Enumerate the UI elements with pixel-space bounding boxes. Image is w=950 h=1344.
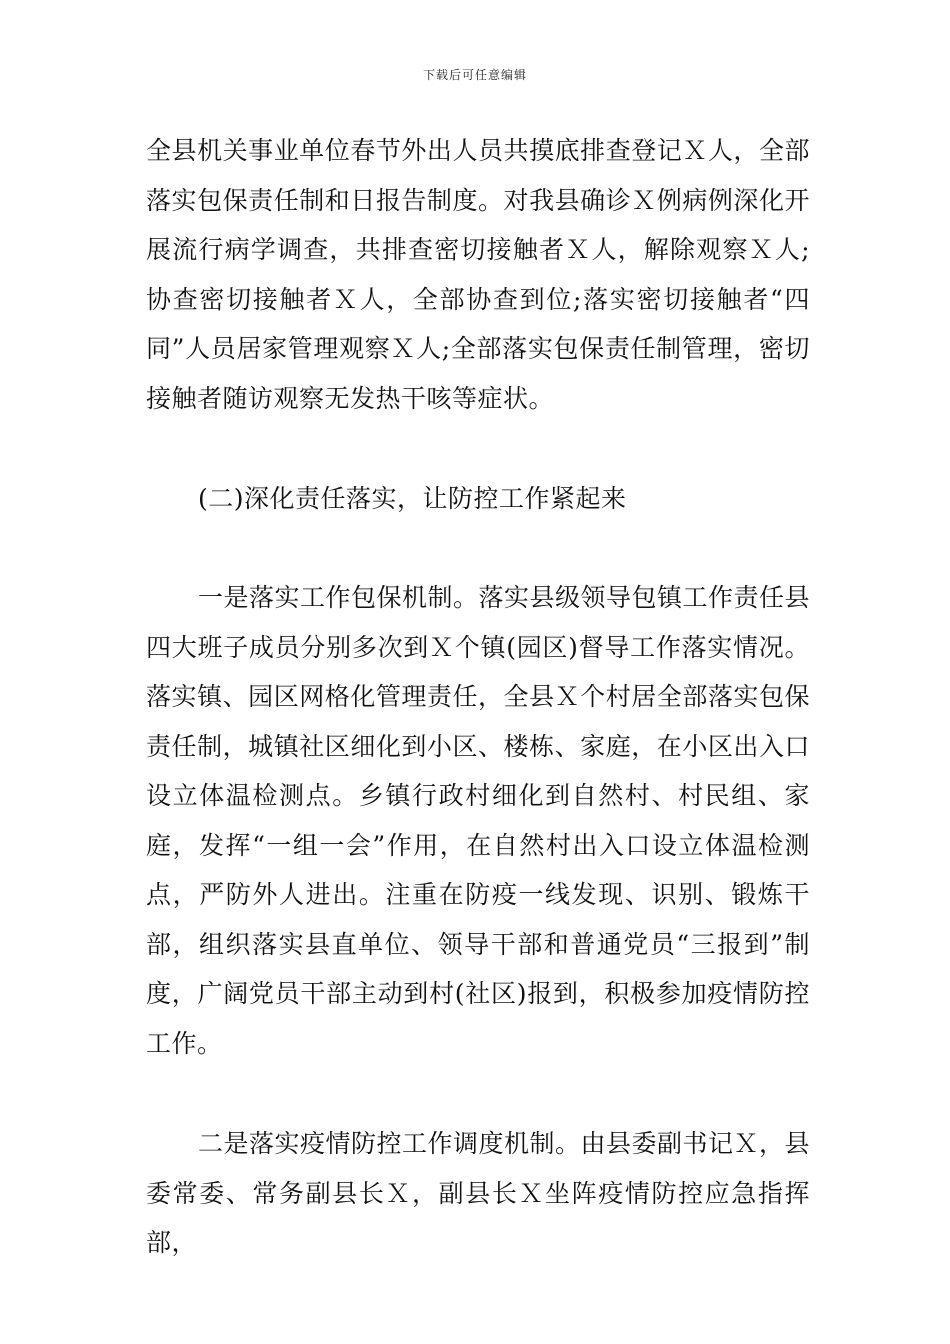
body-paragraph-3: 二是落实疫情防控工作调度机制。由县委副书记Ｘ，县委常委、常务副县长Ｘ，副县长Ｘ坐阵疫情防控应急指挥部，: [146, 1129, 811, 1257]
page-header: 下载后可任意编辑: [422, 68, 527, 82]
body-paragraph-1: 全县机关事业单位春节外出人员共摸底排查登记Ｘ人，全部落实包保责任制和日报告制度。对我县确诊Ｘ例病例深化开展流行病学调查，共排查密切接触者Ｘ人，解除观察Ｘ人;协查密切接触者Ｘ人，全部协查到位;落实密切接触者“四同”人员居家管理观察Ｘ人;全部落实包保责任制管理，密切接触者随访观察无发热干咳等症状。: [146, 136, 810, 413]
body-paragraph-2: 一是落实工作包保机制。落实县级领导包镇工作责任县四大班子成员分别多次到Ｘ个镇(园区)督导工作落实情况。落实镇、园区网格化管理责任，全县Ｘ个村居全部落实包保责任制，城镇社区细化到小区、楼栋、家庭，在小区出入口设立体温检测点。乡镇行政村细化到自然村、村民组、家庭，发挥“一组一会”作用，在自然村出入口设立体温检测点，严防外人进出。注重在防疫一线发现、识别、锻炼干部，组织落实县直单位、领导干部和普通党员“三报到”制度，广阔党员干部主动到村(社区)报到，积极参加疫情防控工作。: [146, 583, 811, 1058]
section-heading: (二)深化责任落实，让防控工作紧起来: [198, 484, 627, 513]
